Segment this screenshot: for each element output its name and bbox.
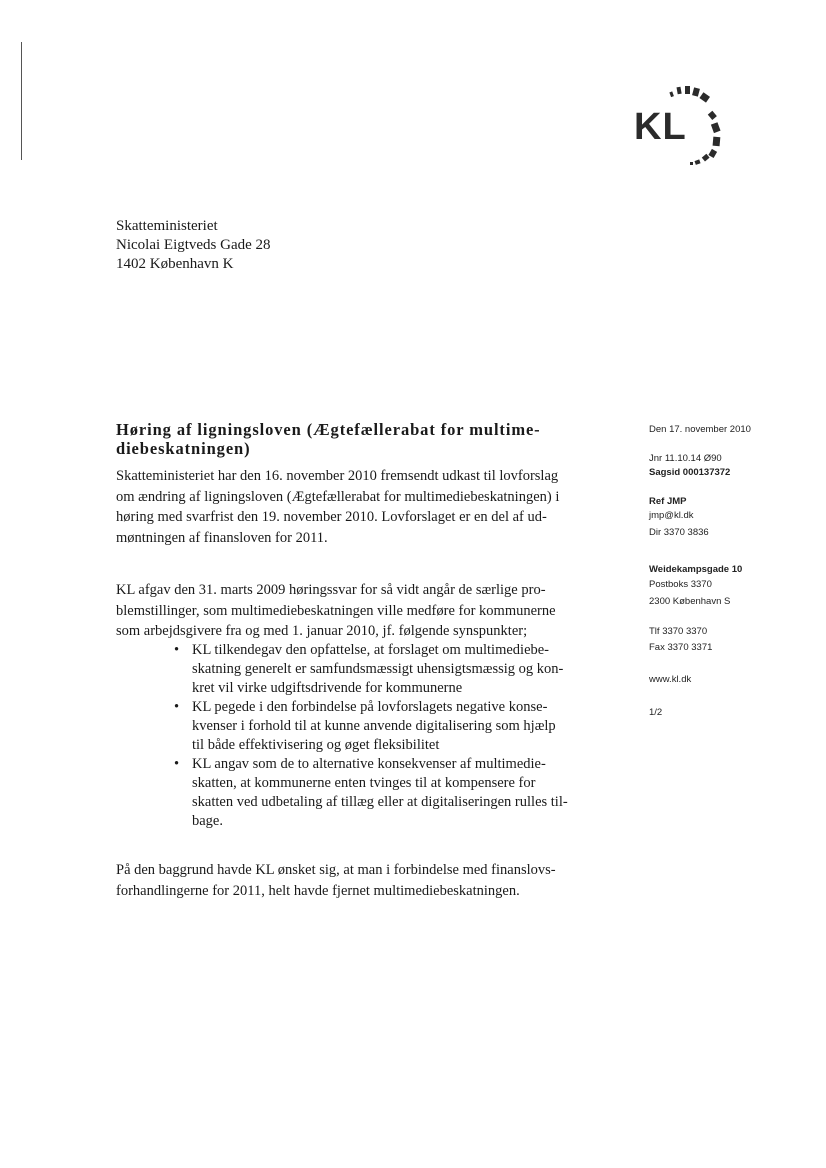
list-item bbox=[172, 698, 612, 755]
list-item-line: KL tilkendegav den opfattelse, at forslaget om multimediebe- bbox=[192, 642, 550, 658]
phone-number: Tlf 3370 3370 bbox=[649, 626, 708, 637]
kl-logo bbox=[630, 82, 740, 172]
street-address: Weidekampsgade 10 bbox=[649, 564, 743, 575]
paragraph-3-line: På den baggrund havde KL ønsket sig, at man i forbindelse med finanslovs- bbox=[116, 862, 556, 878]
paragraph-2-line: KL afgav den 31. marts 2009 høringssvar for så vidt angår de særlige pro- bbox=[116, 582, 546, 598]
page-number: 1/2 bbox=[649, 707, 663, 718]
list-item-line: bage. bbox=[192, 813, 223, 829]
case-id: Sagsid 000137372 bbox=[649, 467, 731, 478]
paragraph-2 bbox=[116, 580, 612, 642]
paragraph-1-line: møntningen af finansloven for 2011. bbox=[116, 529, 328, 546]
letter-body bbox=[116, 466, 612, 642]
fax-number: Fax 3370 3371 bbox=[649, 642, 713, 653]
list-item-line: kvenser i forhold til at kunne anvende digitalisering som hjælp bbox=[192, 718, 556, 734]
paragraph-1-line: om ændring af ligningsloven (Ægtefællerabat for multimediebeskatningen) i bbox=[116, 488, 560, 505]
letter-date: Den 17. november 2010 bbox=[649, 424, 751, 435]
paragraph-3-line: forhandlingerne for 2011, helt havde fjernet multimediebeskatningen. bbox=[116, 882, 520, 899]
direct-phone: Dir 3370 3836 bbox=[649, 527, 709, 538]
paragraph-1-line: Skatteministeriet har den 16. november 2010 fremsendt udkast til lovforslag bbox=[116, 468, 559, 484]
margin-rule bbox=[21, 42, 22, 160]
subject-line-2: diebeskatningen) bbox=[116, 439, 251, 458]
list-item bbox=[172, 755, 612, 831]
paragraph-1 bbox=[116, 466, 612, 564]
recipient-city: 1402 København K bbox=[116, 256, 234, 272]
website: www.kl.dk bbox=[649, 674, 692, 685]
paragraph-2-line: som arbejdsgivere fra og med 1. januar 2010, jf. følgende synspunkter; bbox=[116, 623, 528, 639]
list-item-line: KL pegede i den forbindelse på lovforslagets negative konse- bbox=[192, 699, 548, 715]
list-item-line: skatten ved udbetaling af tillæg eller at digitaliseringen rulles til- bbox=[192, 794, 568, 810]
bullet-list bbox=[172, 641, 612, 831]
postal-city: 2300 København S bbox=[649, 596, 731, 607]
bullet-dot: • bbox=[174, 756, 180, 772]
journal-number: Jnr 11.10.14 Ø90 bbox=[649, 453, 722, 464]
list-item-line: kret vil virke udgiftsdrivende for kommunerne bbox=[192, 680, 463, 696]
contact-email: jmp@kl.dk bbox=[649, 510, 694, 521]
recipient-address bbox=[116, 217, 271, 274]
bullet-dot: • bbox=[174, 642, 180, 658]
postbox: Postboks 3370 bbox=[649, 579, 712, 590]
paragraph-1-line: høring med svarfrist den 19. november 2010. Lovforslaget er en del af ud- bbox=[116, 509, 547, 525]
list-item bbox=[172, 641, 612, 698]
list-item-line: KL angav som de to alternative konsekvenser af multimedie- bbox=[192, 756, 546, 772]
paragraph-3 bbox=[116, 860, 616, 901]
subject-line-1: Høring af ligningsloven (Ægtefællerabat for multime- bbox=[116, 420, 541, 439]
recipient-street: Nicolai Eigtveds Gade 28 bbox=[116, 237, 271, 253]
bullet-dot: • bbox=[174, 699, 180, 715]
list-item-line: skatten, at kommunerne enten tvinges til at kompensere for bbox=[192, 775, 536, 791]
list-item-line: skatning generelt er samfundsmæssigt uhensigtsmæssig og kon- bbox=[192, 661, 564, 677]
reference: Ref JMP bbox=[649, 496, 687, 507]
recipient-name: Skatteministeriet bbox=[116, 218, 218, 234]
letter-subject bbox=[116, 420, 606, 458]
list-item-line: til både effektivisering og øget fleksibilitet bbox=[192, 737, 440, 753]
kl-logo-text: KL bbox=[634, 106, 687, 148]
paragraph-2-line: blemstillinger, som multimediebeskatningen ville medføre for kommunerne bbox=[116, 602, 556, 619]
